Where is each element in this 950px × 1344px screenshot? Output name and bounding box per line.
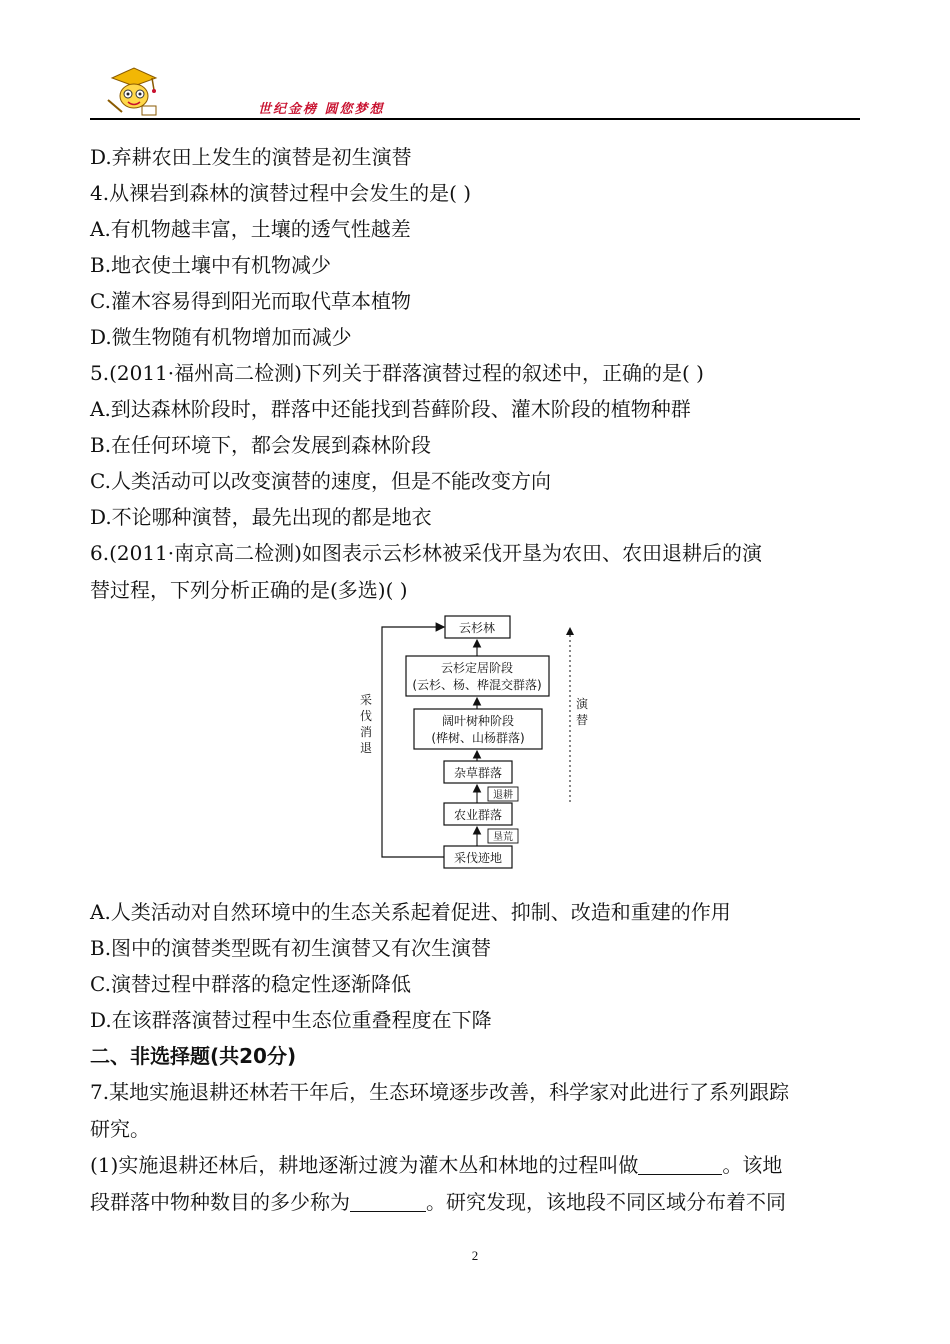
q7-stem-line1: 7.某地实施退耕还林若干年后，生态环境逐步改善，科学家对此进行了系列跟踪 (90, 1080, 790, 1104)
q7-part1-line1 (90, 1151, 782, 1179)
box-logged-text: 采伐迹地 (453, 851, 503, 865)
q6-option-b: B.图中的演替类型既有初生演替又有次生演替 (90, 936, 492, 960)
right-label-char-1: 替 (575, 713, 589, 727)
q7-part1-text-d: 。研究发现，该地段不同区域分布着不同 (426, 1190, 786, 1214)
q6-stem-line1: 6.(2011·南京高二检测)如图表示云杉林被采伐开垦为农田、农田退耕后的演 (90, 541, 762, 565)
box-broadleaf-line2: (桦树、山杨群落) (431, 731, 525, 745)
box-agri-text: 农业群落 (453, 808, 503, 822)
tag-tuigeng-text: 退耕 (493, 790, 513, 801)
left-label-char-1: 伐 (359, 709, 373, 723)
q5-stem: 5.(2011·福州高二检测)下列关于群落演替过程的叙述中，正确的是( ) (90, 361, 704, 385)
box-broadleaf-line1: 阔叶树种阶段 (441, 714, 515, 728)
q6-option-d: D.在该群落演替过程中生态位重叠程度在下降 (90, 1008, 492, 1032)
box-settlement-line2: (云杉、杨、桦混交群落) (412, 678, 542, 692)
graduate-mascot-logo (104, 64, 164, 118)
page-header (90, 60, 860, 120)
q7-stem-line2: 研究。 (90, 1117, 150, 1141)
left-label-char-2: 消 (359, 725, 373, 739)
answer-blank-2[interactable] (350, 1191, 426, 1212)
q5-option-d: D.不论哪种演替，最先出现的都是地衣 (90, 505, 432, 529)
q4-option-d: D.微生物随有机物增加而减少 (90, 325, 352, 349)
q6-option-a: A.人类活动对自然环境中的生态关系起着促进、抑制、改造和重建的作用 (90, 900, 731, 924)
q5-option-b: B.在任何环境下，都会发展到森林阶段 (90, 433, 432, 457)
page-number: 2 (471, 1248, 479, 1263)
q4-option-c: C.灌木容易得到阳光而取代草本植物 (90, 289, 411, 313)
q5-option-c: C.人类活动可以改变演替的速度，但是不能改变方向 (90, 469, 551, 493)
q6-stem-line2: 替过程，下列分析正确的是(多选)( ) (90, 578, 408, 602)
left-label-char-3: 退 (359, 741, 373, 755)
q4-stem: 4.从裸岩到森林的演替过程中会发生的是( ) (90, 181, 472, 205)
succession-diagram (350, 612, 600, 874)
box-yunshanlin-text: 云杉林 (458, 621, 496, 635)
q7-part1-line2 (90, 1188, 786, 1216)
q7-part1-text-a: (1)实施退耕还林后，耕地逐渐过渡为灌木丛和林地的过程叫做 (90, 1153, 639, 1177)
left-label-char-0: 采 (359, 693, 373, 707)
header-rule (90, 118, 860, 120)
tag-kenhuang-text: 垦荒 (493, 832, 513, 843)
right-label-char-0: 演 (575, 697, 589, 711)
answer-blank-1[interactable] (638, 1154, 722, 1175)
box-weed-text: 杂草群落 (453, 766, 503, 780)
box-settlement-line1: 云杉定居阶段 (440, 661, 514, 675)
section-heading: 二、非选择题(共20分) (90, 1044, 297, 1068)
q4-option-b: B.地衣使土壤中有机物减少 (90, 253, 332, 277)
q7-part1-text-b: 。该地 (722, 1153, 783, 1177)
q7-part1-text-c: 段群落中物种数目的多少称为 (90, 1190, 350, 1214)
q4-option-a: A.有机物越丰富，土壤的透气性越差 (90, 217, 411, 241)
q3-option-d: D.弃耕农田上发生的演替是初生演替 (90, 145, 412, 169)
q5-option-a: A.到达森林阶段时，群落中还能找到苔藓阶段、灌木阶段的植物种群 (90, 397, 691, 421)
q6-option-c: C.演替过程中群落的稳定性逐渐降低 (90, 972, 411, 996)
header-slogan: 世纪金榜 圆您梦想 (258, 102, 385, 117)
